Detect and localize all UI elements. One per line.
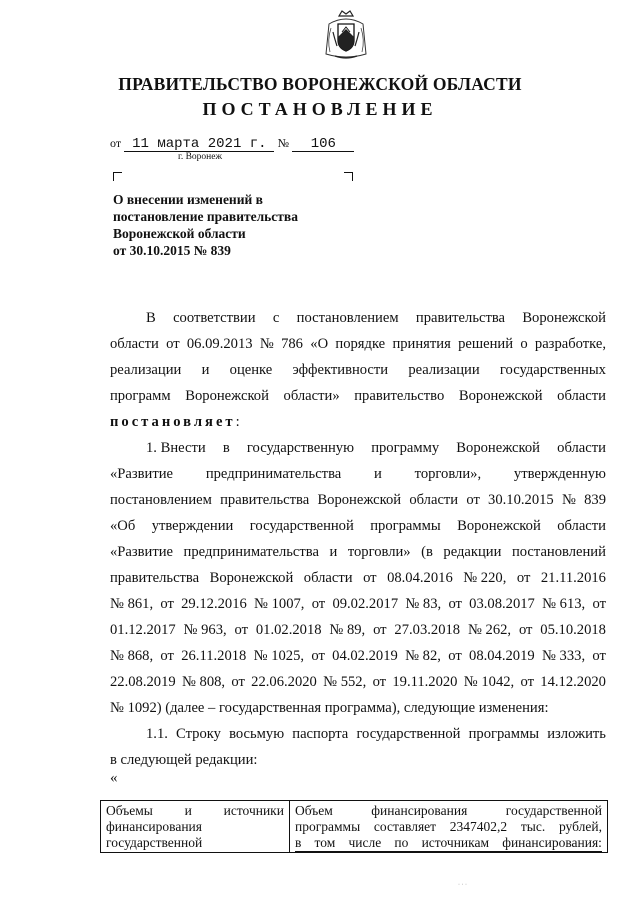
subject-line: Воронежской области: [113, 226, 246, 241]
item-1-1-line: [110, 721, 606, 747]
word: 08.04.2016: [387, 570, 453, 586]
subject-bracket-left: [113, 172, 122, 181]
word: числе: [348, 835, 382, 850]
word: 08.04.2019: [469, 648, 535, 664]
opening-quote-mark: «: [110, 770, 118, 786]
word: 1.1.: [146, 726, 168, 742]
cell-line: [295, 835, 602, 852]
word: 27.03.2018: [394, 622, 461, 638]
word: 19.11.2020: [392, 674, 458, 690]
item-1-1-last-line: в следующей редакции:: [110, 752, 258, 768]
word: и: [374, 466, 382, 482]
word: области: [557, 440, 606, 456]
word: от: [520, 674, 534, 690]
word: составляет: [373, 819, 437, 834]
word: от: [166, 336, 180, 352]
word: 06.09.2013: [186, 336, 253, 352]
word: государственных: [499, 362, 606, 378]
word: «Развитие: [110, 466, 174, 482]
resolution-verb: постановляет: [110, 414, 236, 430]
word: государственную: [246, 440, 355, 456]
word: постановлений: [511, 544, 606, 560]
date-label: от: [110, 136, 122, 150]
word: государственной: [356, 726, 461, 742]
word: программы: [370, 518, 441, 534]
word: разработке,: [534, 336, 606, 352]
word: 22.08.2019: [110, 674, 176, 690]
word: предпринимательства: [205, 466, 342, 482]
word: 839: [584, 492, 606, 508]
word: 09.02.2017: [332, 596, 399, 612]
word: реализации: [408, 362, 480, 378]
table-row: [101, 801, 608, 853]
word: Воронежской: [457, 518, 541, 534]
word: источникам: [421, 835, 490, 850]
word: предпринимательства: [183, 544, 319, 560]
word: паспорта: [292, 726, 349, 742]
subject-line: от 30.10.2015 № 839: [113, 243, 231, 258]
word: 21.11.2016: [540, 570, 606, 586]
word: 29.12.2016: [181, 596, 247, 612]
word: 01.02.2018: [255, 622, 322, 638]
word: от: [363, 570, 377, 586]
word: (в: [421, 544, 433, 560]
cell-line: [295, 819, 602, 835]
word: финансирования:: [502, 835, 602, 850]
item-1-line: [110, 435, 606, 461]
document-number: 106: [292, 137, 354, 152]
item-1-line: [110, 487, 606, 513]
word: и: [329, 544, 338, 560]
word: в: [222, 440, 230, 456]
word: № 220,: [463, 570, 507, 586]
item-1-line: [110, 669, 606, 695]
word: от: [234, 622, 248, 638]
item-1-line: [110, 565, 606, 591]
word: правительство: [354, 388, 445, 404]
word: № 1025,: [253, 648, 305, 664]
word: № 82,: [405, 648, 441, 664]
word: постановлением: [110, 492, 212, 508]
word: о: [520, 336, 528, 352]
word: от: [516, 570, 531, 586]
scan-mark: · · ·: [458, 882, 467, 888]
word: Воронежской: [458, 388, 543, 404]
word: № 1007,: [254, 596, 305, 612]
word: области: [409, 492, 459, 508]
word: государственной: [505, 803, 602, 818]
cell-line: [295, 803, 602, 819]
word: № 963,: [183, 622, 227, 638]
item-1-line: [110, 539, 606, 565]
word: 04.02.2019: [332, 648, 398, 664]
document-subject: [113, 191, 373, 259]
word: №: [561, 492, 576, 508]
passport-row-label-cell: [101, 801, 290, 853]
word: программ: [110, 388, 171, 404]
word: утверждении: [151, 518, 234, 534]
word: правительства: [415, 310, 505, 326]
word: от: [448, 596, 462, 612]
word: 1. Внести: [146, 440, 206, 456]
word: соответствии: [173, 310, 256, 326]
date-number-line: [110, 135, 354, 152]
word: правительства: [110, 570, 200, 586]
document-type-title: ПОСТАНОВЛЕНИЕ: [202, 99, 438, 119]
word: том: [314, 835, 336, 850]
item-1-line: [110, 513, 606, 539]
subject-line: постановление правительства: [113, 209, 298, 224]
word: № 89,: [329, 622, 366, 638]
word: 2347402,2: [449, 819, 508, 834]
item-1-1-paragraph: [110, 721, 606, 773]
word: от: [466, 492, 480, 508]
word: от: [448, 648, 462, 664]
word: от: [311, 648, 325, 664]
word: финансирования: [371, 803, 468, 818]
item-1-line: [110, 617, 606, 643]
word: области: [110, 336, 159, 352]
word: Воронежской: [456, 440, 540, 456]
number-label: №: [277, 136, 290, 150]
item-1-line: [110, 591, 606, 617]
word: Воронежской: [209, 570, 294, 586]
word: по: [394, 835, 409, 850]
word: в: [295, 835, 302, 850]
word: 786: [281, 336, 303, 352]
word: Воронежской: [185, 388, 269, 404]
word: источники: [223, 803, 284, 818]
word: 30.10.2015: [488, 492, 554, 508]
word: Объем: [295, 803, 333, 818]
word: тыс.: [520, 819, 546, 834]
word: № 333,: [541, 648, 586, 664]
word: Объемы: [106, 803, 153, 818]
item-1-paragraph: [110, 435, 606, 721]
word: № 1042,: [463, 674, 515, 690]
word: программы: [468, 726, 540, 742]
word: постановлением: [296, 310, 399, 326]
word: с: [272, 310, 280, 326]
preamble-line: [110, 357, 606, 383]
word: 26.11.2018: [181, 648, 247, 664]
word: реализации: [110, 362, 182, 378]
word: Воронежской: [522, 310, 606, 326]
document-date: 11 марта 2021 г.: [124, 137, 274, 152]
word: области: [557, 388, 606, 404]
item-1-line: [110, 643, 606, 669]
preamble-line: [110, 383, 606, 409]
document-place: г. Воронеж: [178, 152, 223, 162]
word: 22.06.2020: [251, 674, 317, 690]
word: государственной: [249, 518, 354, 534]
word: № 868,: [110, 648, 154, 664]
preamble-verb-line: [110, 409, 606, 435]
word: области: [557, 518, 606, 534]
word: № 83,: [405, 596, 442, 612]
word: от: [372, 674, 387, 690]
resolution-verb-colon: :: [235, 414, 240, 430]
word: № 861,: [110, 596, 154, 612]
word: «Об: [110, 518, 136, 534]
word: от: [160, 648, 174, 664]
word: торговли»: [347, 544, 411, 560]
word: оценке: [229, 362, 273, 378]
word: 05.10.2018: [540, 622, 606, 638]
word: 01.12.2017: [110, 622, 176, 638]
word: от: [311, 596, 326, 612]
word: от: [160, 596, 174, 612]
word: решений: [458, 336, 514, 352]
word: «Развитие: [110, 544, 174, 560]
preamble-paragraph: [110, 305, 606, 435]
word: программы: [295, 819, 361, 834]
word: рублей,: [558, 819, 602, 834]
word: 14.12.2020: [540, 674, 606, 690]
word: Строку: [176, 726, 221, 742]
word: №: [259, 336, 274, 352]
cell-line: [106, 803, 284, 819]
subject-line: О внесении изменений в: [113, 192, 263, 207]
word: эффективности: [292, 362, 389, 378]
word: редакции: [443, 544, 502, 560]
preamble-line: [110, 331, 606, 357]
word: области: [303, 570, 353, 586]
item-1-line: [110, 461, 606, 487]
cell-line: финансирования: [106, 819, 202, 834]
word: от: [592, 648, 606, 664]
word: от: [518, 622, 533, 638]
word: и: [201, 362, 210, 378]
word: от: [231, 674, 245, 690]
word: № 552,: [323, 674, 367, 690]
preamble-line: [110, 305, 606, 331]
word: области»: [283, 388, 340, 404]
word: изложить: [547, 726, 606, 742]
word: правительства: [220, 492, 310, 508]
word: № 613,: [542, 596, 586, 612]
passport-table: [100, 800, 608, 853]
word: порядке: [335, 336, 386, 352]
coat-of-arms-emblem: [323, 10, 369, 62]
word: 03.08.2017: [469, 596, 535, 612]
word: от: [592, 596, 606, 612]
word: № 262,: [467, 622, 512, 638]
word: № 808,: [181, 674, 226, 690]
word: Воронежской: [317, 492, 402, 508]
word: принятия: [392, 336, 451, 352]
word: программу: [371, 440, 440, 456]
word: и: [184, 803, 192, 818]
cell-line: государственной: [106, 835, 203, 850]
word: утвержденную: [513, 466, 606, 482]
word: В: [146, 310, 156, 326]
word: от: [373, 622, 387, 638]
item-1-last-line: № 1092) (далее – государственная программа), следующие изменения:: [110, 700, 549, 716]
word: восьмую: [229, 726, 285, 742]
government-title: ПРАВИТЕЛЬСТВО ВОРОНЕЖСКОЙ ОБЛАСТИ: [118, 74, 522, 94]
passport-row-value-cell: [290, 801, 608, 853]
word: «О: [310, 336, 329, 352]
subject-bracket-right: [344, 172, 353, 181]
word: торговли»,: [414, 466, 482, 482]
